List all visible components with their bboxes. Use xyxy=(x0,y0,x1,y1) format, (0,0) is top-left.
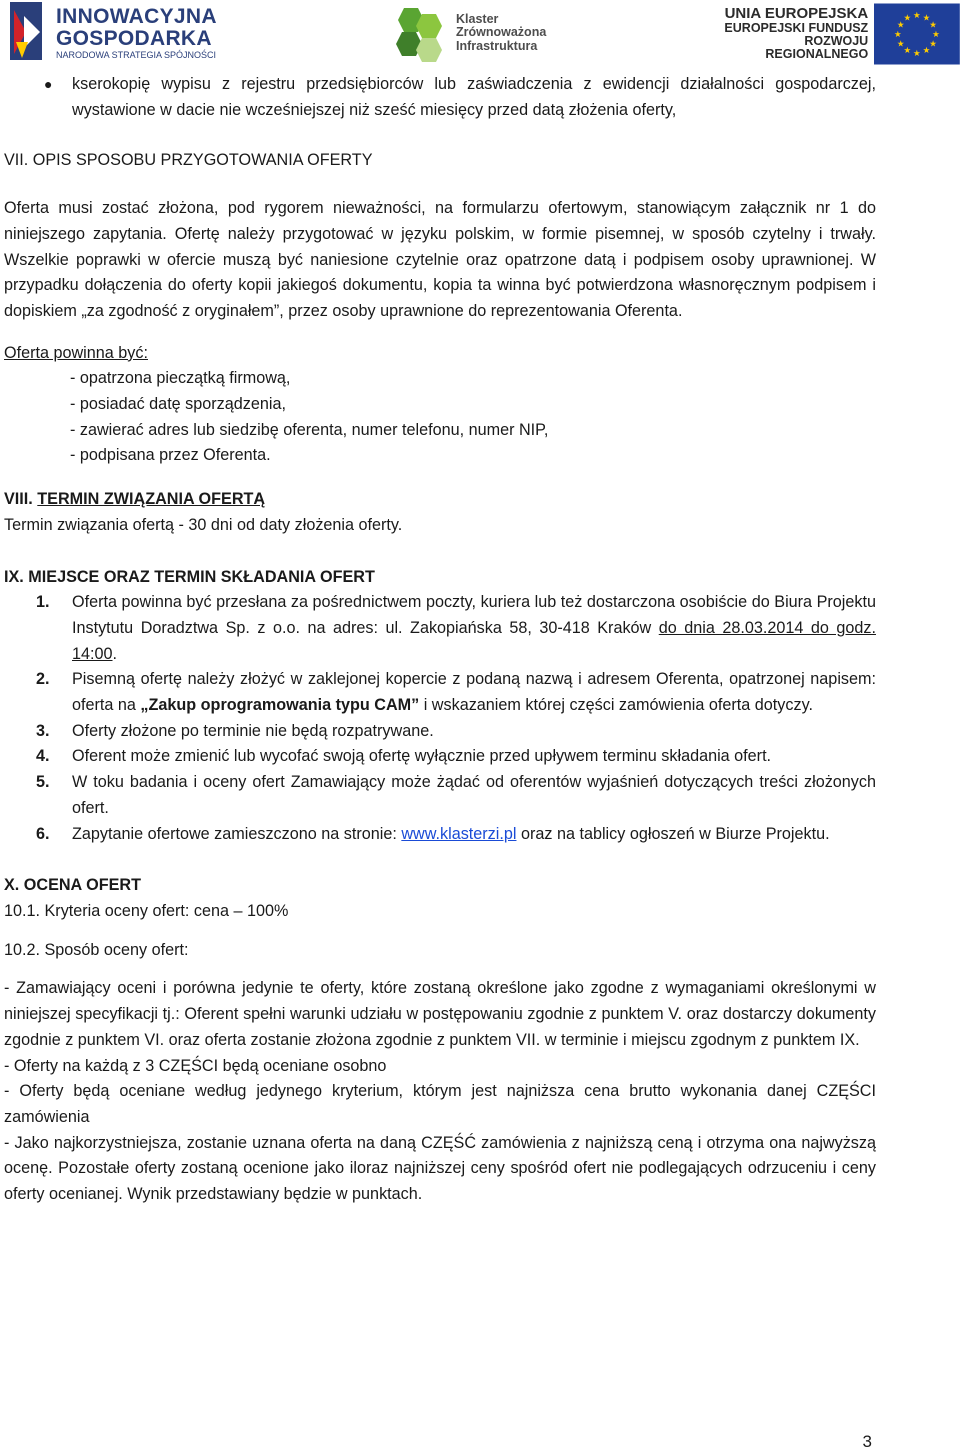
section-10-para1: - Zamawiający oceni i porówna jedynie te oferty, które zostaną określone jako zgodne z wymaganiami określonymi w niniejszej specyfikacji tj.: Oferent spełni warunki udziału w postępowaniu zgodnie z punktem V. oraz dostarczy dokumenty zgodnie z punktem VI. oraz oferta zostanie złożona zgodnie z punktem VII. w terminie i miejscu zgodnym z punktem IX. xyxy=(4,979,876,1049)
klaster-logo xyxy=(388,2,546,64)
section-8-text: Termin związania ofertą - 30 dni od daty złożenia oferty. xyxy=(4,515,403,534)
svg-text:★: ★ xyxy=(903,13,912,24)
svg-text:★: ★ xyxy=(903,46,912,57)
item-text: Oferty złożone po terminie nie będą rozpatrywane. xyxy=(72,721,434,740)
document-body xyxy=(4,72,876,1208)
numbered-item xyxy=(4,667,876,718)
bullet-item-kserokopia xyxy=(4,72,876,123)
section-10-para2: - Oferty na każdą z 3 CZĘŚCI będą oceniane osobno xyxy=(4,1056,387,1075)
item-text: W toku badania i oceny ofert Zamawiający może żądać od oferentów wyjaśnień dotyczących treści złożonych ofert. xyxy=(72,773,876,817)
section-10-heading: X. OCENA OFERT xyxy=(4,876,142,895)
numbered-item xyxy=(4,590,876,667)
section-7-heading: VII. OPIS SPOSOBU PRZYGOTOWANIA OFERTY xyxy=(4,151,373,170)
item-number: 5. xyxy=(36,773,50,792)
page-number: 3 xyxy=(862,1432,872,1451)
item-text: Oferta powinna być przesłana za pośrednictwem poczty, kuriera lub też dostarczona osobiście do Biura Projektu Instytutu Doradztwa Sp. z o.o. na adres: ul. Zakopiańska 58, 30-418 Kraków do dnia 28.03.2014 do godz. 14:00. xyxy=(72,593,876,663)
item-text: Zapytanie ofertowe zamieszczono na stronie: www.klasterzi.pl oraz na tablicy ogłoszeń w Biurze Projektu. xyxy=(72,824,830,843)
section-10-method: 10.2. Sposób oceny ofert: xyxy=(4,940,189,959)
item-number: 1. xyxy=(36,593,50,612)
item-text: Pisemną ofertę należy złożyć w zaklejonej kopercie z podaną nazwą i adresem Oferenta, opatrzonej napisem: oferta na „Zakup oprogramowania typu CAM” i wskazaniem której części zamówienia oferta dotyczy. xyxy=(72,670,876,715)
numbered-item xyxy=(4,822,876,848)
logo-klaster-line1: Klaster xyxy=(456,12,499,27)
item-number: 2. xyxy=(36,670,50,689)
item-number: 6. xyxy=(36,824,50,843)
logo-klaster-line3: Infrastruktura xyxy=(456,38,538,53)
svg-text:★: ★ xyxy=(929,20,938,31)
page-header xyxy=(0,0,960,72)
section-9-list xyxy=(4,590,876,847)
section-10-criteria: 10.1. Kryteria oceny ofert: cena – 100% xyxy=(4,901,289,920)
svg-text:★: ★ xyxy=(913,10,921,21)
svg-text:★: ★ xyxy=(897,20,905,31)
numbered-item xyxy=(4,719,876,745)
numbered-item xyxy=(4,770,876,821)
klaster-hexagon-icon xyxy=(388,2,450,64)
section-10-para3: - Oferty będą oceniane według jedynego kryterium, którym jest najniższa cena brutto wykonania danej CZĘŚCI zamówienia xyxy=(4,1082,876,1126)
section-10-para4: - Jako najkorzystniejsza, zostanie uznana oferta na daną CZĘŚĆ zamówienia z najniższą ceną i otrzyma ona najwyższą ocenę. Pozostałe oferty zostaną ocenione jako iloraz najniższej ceny spośród ofert nie podlegających odrzuceniu i ceny oferty ocenianej. Wynik przedstawiany będzie w punktach. xyxy=(4,1133,876,1204)
bullet-item-text: kserokopię wypisu z rejestru przedsiębiorców lub zaświadczenia z ewidencji działalności gospodarczej, wystawione w dacie nie wcześniejszej niż sześć miesięcy przed datą złożenia oferty, xyxy=(72,75,876,119)
numbered-item xyxy=(4,744,876,770)
svg-text:★: ★ xyxy=(894,29,902,40)
list-item: - podpisana przez Oferenta. xyxy=(70,446,271,465)
svg-text:★: ★ xyxy=(913,48,921,59)
deadline-text: do dnia 28.03.2014 do godz. 14:00 xyxy=(72,618,876,663)
svg-text:★: ★ xyxy=(932,29,941,40)
svg-text:★: ★ xyxy=(922,13,931,24)
item-text: Oferent może zmienić lub wycofać swoją ofertę wyłącznie przed upływem terminu składania ofert. xyxy=(72,747,772,766)
logo-ue-line1: UNIA EUROPEJSKA xyxy=(724,5,869,23)
eu-flag-icon xyxy=(874,2,960,66)
logo-ue-line3: ROZWOJU REGIONALNEGO xyxy=(765,34,869,62)
offer-title: „Zakup oprogramowania typu CAM” xyxy=(140,696,420,715)
section-8-title: TERMIN ZWIĄZANIA OFERTĄ xyxy=(37,490,266,509)
list-item: - opatrzona pieczątką firmową, xyxy=(70,369,291,388)
innowacyjna-gospodarka-emblem-icon xyxy=(4,2,50,64)
section-7-paragraph: Oferta musi zostać złożona, pod rygorem nieważności, na formularzu ofertowym, stanowiącym załącznik nr 1 do niniejszego zapytania. Ofertę należy przygotować w języku polskim, w formie pisemnej, w sposób czytelny i trwały. Wszelkie poprawki w ofercie muszą być naniesione czytelnie oraz opatrzone datą i podpisem osoby uprawnionej. W przypadku dołączenia do oferty kopii jakiegoś dokumentu, kopia ta winna być potwierdzona własnoręcznym podpisem i dopiskiem „za zgodność z oryginałem”, przez osoby uprawnione do reprezentowania Oferenta. xyxy=(4,199,876,320)
logo-ig-line1: INNOWACYJNA xyxy=(56,4,217,28)
unia-europejska-logo xyxy=(706,2,960,66)
logo-ue-line2: EUROPEJSKI FUNDUSZ xyxy=(724,21,869,36)
klasterzi-link[interactable]: www.klasterzi.pl xyxy=(401,824,517,843)
item-number: 4. xyxy=(36,747,50,766)
logo-ig-line2: GOSPODARKA xyxy=(56,26,212,50)
item-number: 3. xyxy=(36,721,50,740)
svg-text:★: ★ xyxy=(897,39,905,50)
section-8-number: VIII. xyxy=(4,490,33,509)
logo-klaster-line2: Zrównoważona xyxy=(456,25,547,40)
svg-text:★: ★ xyxy=(922,46,931,57)
bullet-icon: ● xyxy=(44,76,53,92)
logo-ig-line3: NARODOWA STRATEGIA SPÓJNOŚCI xyxy=(56,49,217,60)
innowacyjna-gospodarka-logo xyxy=(4,2,217,64)
section-7-list-label: Oferta powinna być: xyxy=(4,343,148,362)
list-item: - zawierać adres lub siedzibę oferenta, numer telefonu, numer NIP, xyxy=(70,420,549,439)
svg-text:★: ★ xyxy=(929,39,938,50)
section-8-heading xyxy=(4,487,876,513)
section-9-heading: IX. MIEJSCE ORAZ TERMIN SKŁADANIA OFERT xyxy=(4,567,375,586)
section-7-list xyxy=(4,366,876,469)
list-item: - posiadać datę sporządzenia, xyxy=(70,395,286,414)
